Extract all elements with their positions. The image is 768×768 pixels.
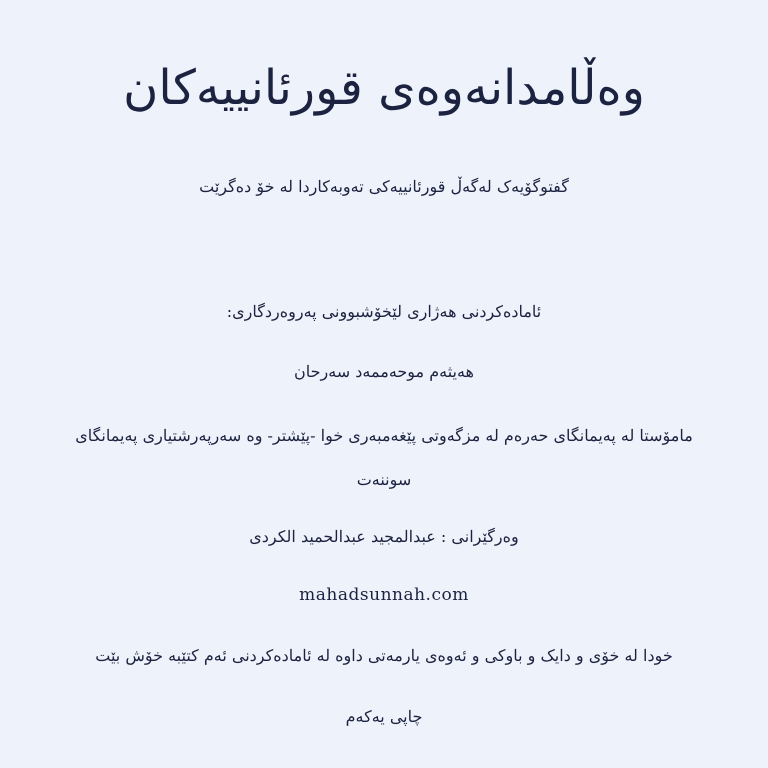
author-description: مامۆستا لە پەیمانگای حەرەم لە مزگەوتی پێغەمبەری خوا -پێشتر- وە سەرپەرشتیاری پەیمانگای سوننەت bbox=[75, 426, 693, 489]
translator-credit: وەرگێرانی : عبدالمجيد عبدالحميد الكردى bbox=[249, 527, 519, 546]
author-name: هەیثەم موحەممەد سەرحان bbox=[293, 362, 474, 381]
website-link[interactable]: mahadsunnah.com bbox=[299, 585, 469, 605]
subtitle: گفتوگۆیەک لەگەڵ قورئانییەکی تەوبەکاردا لە خۆ دەگرێت bbox=[199, 177, 569, 196]
page-title: وەڵامدانەوەی قورئانییەکان bbox=[123, 60, 645, 116]
prepared-by-label: ئامادەکردنی هەژاری لێخۆشبوونی پەروەردگاری: bbox=[226, 302, 542, 321]
dedication-text: خودا لە خۆی و دایک و باوکی و ئەوەی یارمەتی داوە لە ئامادەکردنی ئەم کتێبە خۆش بێت bbox=[95, 646, 673, 665]
edition-label: چاپی یەکەم bbox=[345, 707, 423, 726]
